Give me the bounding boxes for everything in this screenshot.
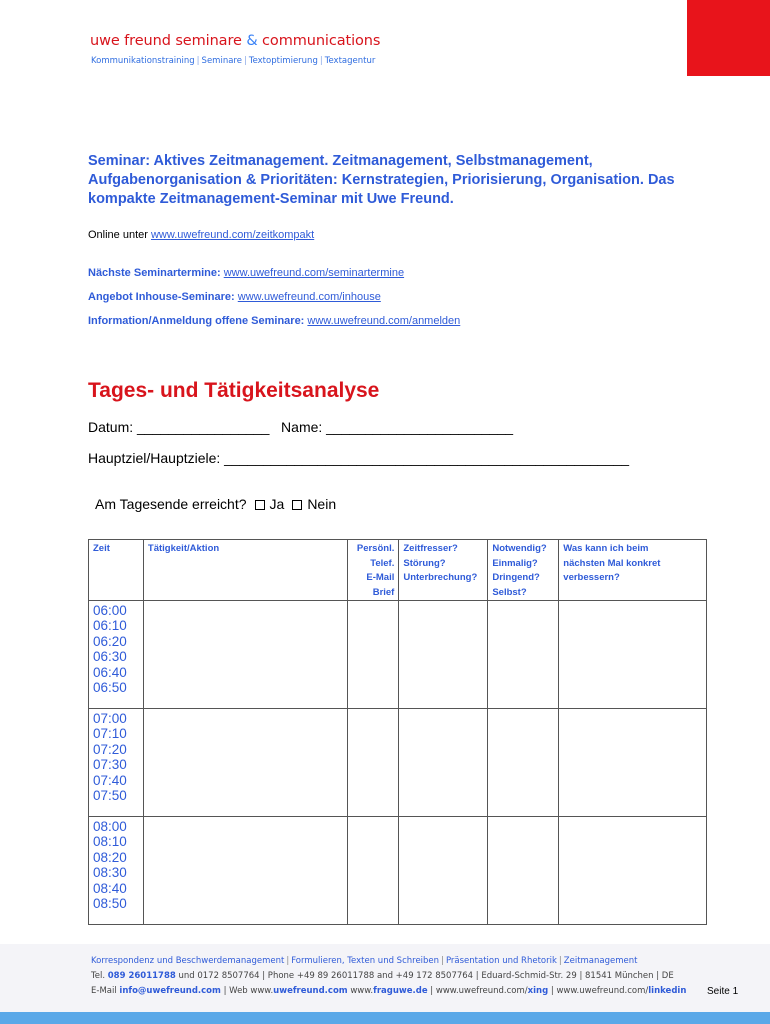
online-line: [88, 229, 314, 241]
tagline-sep: |: [319, 56, 323, 66]
footer-service: Präsentation und Rhetorik: [445, 956, 557, 966]
online-link[interactable]: www.uwefreund.com/zeitkompakt: [150, 229, 315, 241]
footer-linkedin-label: | www.uwefreund.com/: [548, 986, 649, 996]
ja-label: Ja: [269, 496, 285, 512]
header-line: Brief: [372, 586, 395, 598]
entry-cell[interactable]: [348, 601, 399, 709]
time-slot: 07:10: [93, 726, 127, 742]
entry-cell[interactable]: [559, 817, 707, 925]
header-line: Dringend?: [492, 572, 540, 583]
entry-cell[interactable]: [488, 709, 559, 817]
form-heading: Tages- und Tätigkeitsanalyse: [88, 379, 380, 402]
footer-contact: [91, 971, 674, 981]
page-number: Seite 1: [707, 986, 739, 997]
table-row: [89, 709, 707, 817]
anmeldung-link[interactable]: www.uwefreund.com/anmelden: [307, 315, 461, 327]
entry-cell[interactable]: [348, 709, 399, 817]
termine-link[interactable]: www.uwefreund.com/seminartermine: [223, 267, 405, 279]
time-cell: [89, 601, 144, 709]
footer-service: Korrespondenz und Beschwerdemanagement: [91, 956, 285, 966]
entry-cell[interactable]: [559, 709, 707, 817]
footer-web-link[interactable]: uwefreund.com: [273, 986, 348, 996]
footer-email-link[interactable]: info@uwefreund.com: [119, 986, 221, 996]
time-slot: 07:00: [93, 711, 127, 726]
tagline-item: Seminare: [201, 56, 242, 66]
header-line: Was kann ich beim: [563, 543, 649, 554]
header-line: Störung?: [403, 557, 446, 569]
header-line: Persönl.: [356, 543, 395, 554]
ja-checkbox[interactable]: [255, 500, 265, 510]
time-slot: 08:00: [93, 819, 127, 834]
header-persoenl: [348, 540, 399, 601]
footer-xing-label: | www.uwefreund.com/: [427, 986, 528, 996]
footer-email-label: E-Mail: [91, 986, 120, 996]
header-line: Telef.: [370, 557, 395, 569]
footer-linkedin-link[interactable]: linkedin: [648, 986, 687, 996]
tagline: [91, 56, 375, 66]
time-slot: 08:30: [93, 865, 127, 881]
entry-cell[interactable]: [488, 601, 559, 709]
time-slot: 06:20: [93, 633, 127, 649]
entry-cell[interactable]: [399, 601, 488, 709]
time-slot: 08:40: [93, 880, 127, 896]
header-line: nächsten Mal konkret: [563, 557, 661, 569]
entry-cell[interactable]: [488, 817, 559, 925]
footer-service: Zeitmanagement: [563, 956, 638, 966]
footer-tel[interactable]: 089 26011788: [107, 971, 176, 981]
time-slot: 08:50: [93, 896, 127, 912]
entry-cell[interactable]: [143, 601, 347, 709]
footer-web: [91, 986, 686, 996]
activity-table: [88, 539, 707, 925]
tagline-sep: |: [196, 56, 200, 66]
termine-label: Nächste Seminartermine:: [88, 267, 224, 279]
nein-label: Nein: [307, 496, 337, 512]
brand-name: [90, 33, 380, 49]
bottom-color-bar: [0, 1012, 770, 1024]
time-slot: 06:10: [93, 618, 127, 634]
online-label: Online unter: [88, 229, 151, 241]
time-slot: 06:40: [93, 664, 127, 680]
footer-web-label: | Web www.: [220, 986, 274, 996]
anmeldung-label: Information/Anmeldung offene Seminare:: [88, 315, 308, 327]
time-slot: 08:20: [93, 849, 127, 865]
header-line: Einmalig?: [492, 557, 538, 569]
entry-cell[interactable]: [399, 709, 488, 817]
nein-checkbox[interactable]: [292, 500, 302, 510]
footer-services: Korrespondenz und Beschwerdemanagement | Formulieren, Texten und Schreiben | Präsentation und Rhetorik | Zeitmanagement: [91, 956, 638, 966]
time-slot: 06:00: [93, 603, 127, 618]
footer-www-label: www.: [347, 986, 374, 996]
brand-ampersand: &: [246, 33, 258, 49]
termine-line: [88, 267, 404, 279]
table-row: [89, 817, 707, 925]
inhouse-link[interactable]: www.uwefreund.com/inhouse: [237, 291, 381, 303]
time-slot: 07:20: [93, 741, 127, 757]
header-taetigkeit: Tätigkeit/Aktion: [143, 540, 347, 601]
inhouse-label: Angebot Inhouse-Seminare:: [88, 291, 238, 303]
header-line: Selbst?: [492, 586, 527, 598]
entry-cell[interactable]: [559, 601, 707, 709]
footer-xing-link[interactable]: xing: [527, 986, 549, 996]
brand-main: uwe freund seminare: [90, 33, 247, 49]
tagline-item: Textoptimierung: [248, 56, 318, 66]
table-header-row: [89, 540, 707, 601]
header-zeit: Zeit: [89, 540, 144, 601]
header-line: E-Mail: [366, 572, 395, 583]
header-line: Zeitfresser?: [403, 543, 458, 554]
entry-cell[interactable]: [143, 709, 347, 817]
anmeldung-line: [88, 315, 460, 327]
header-verbessern: [559, 540, 707, 601]
header-line: Unterbrechung?: [403, 572, 478, 583]
header-line: verbessern?: [563, 572, 620, 583]
brand-color-block: [687, 0, 770, 76]
tagline-sep: |: [243, 56, 247, 66]
time-slot: 07:30: [93, 757, 127, 773]
time-slot: 07:40: [93, 772, 127, 788]
tagline-item: Kommunikationstraining: [91, 56, 195, 66]
tagline-item: Textagentur: [324, 56, 376, 66]
table-row: [89, 601, 707, 709]
time-cell: [89, 817, 144, 925]
footer-contact-rest: und 0172 8507764 | Phone +49 89 26011788 and +49 172 8507764 | Eduard-Schmid-Str. 29 | 81541 München | DE: [175, 971, 674, 981]
datum-name-line[interactable]: Datum: _________________ Name: ________________________: [88, 419, 514, 435]
entry-cell[interactable]: [348, 817, 399, 925]
time-cell: [89, 709, 144, 817]
header-notwendig: [488, 540, 559, 601]
hauptziel-line[interactable]: Hauptziel/Hauptziele: ____________________________________________________: [88, 450, 630, 466]
erreicht-label: Am Tagesende erreicht?: [95, 496, 247, 512]
entry-cell[interactable]: [143, 817, 347, 925]
footer-tel-label: Tel.: [91, 971, 108, 981]
header-line: Notwendig?: [492, 543, 547, 554]
inhouse-line: [88, 291, 381, 303]
footer-service: Formulieren, Texten und Schreiben: [291, 956, 440, 966]
time-slot: 08:10: [93, 834, 127, 850]
time-slot: 06:30: [93, 649, 127, 665]
brand-end: communications: [257, 33, 381, 49]
entry-cell[interactable]: [399, 817, 488, 925]
time-slot: 06:50: [93, 680, 127, 696]
time-slot: 07:50: [93, 788, 127, 804]
header-zeitfresser: [399, 540, 488, 601]
erreicht-line: [88, 480, 336, 512]
footer-fraguwe-link[interactable]: fraguwe.de: [373, 986, 428, 996]
seminar-title: Seminar: Aktives Zeitmanagement. Zeitmanagement, Selbstmanagement, Aufgabenorganisation & Prioritäten: Kernstrategien, Priorisierung, Organisation. Das kompakte Zeitmanagement-Seminar mit Uwe Freund.: [88, 153, 675, 207]
